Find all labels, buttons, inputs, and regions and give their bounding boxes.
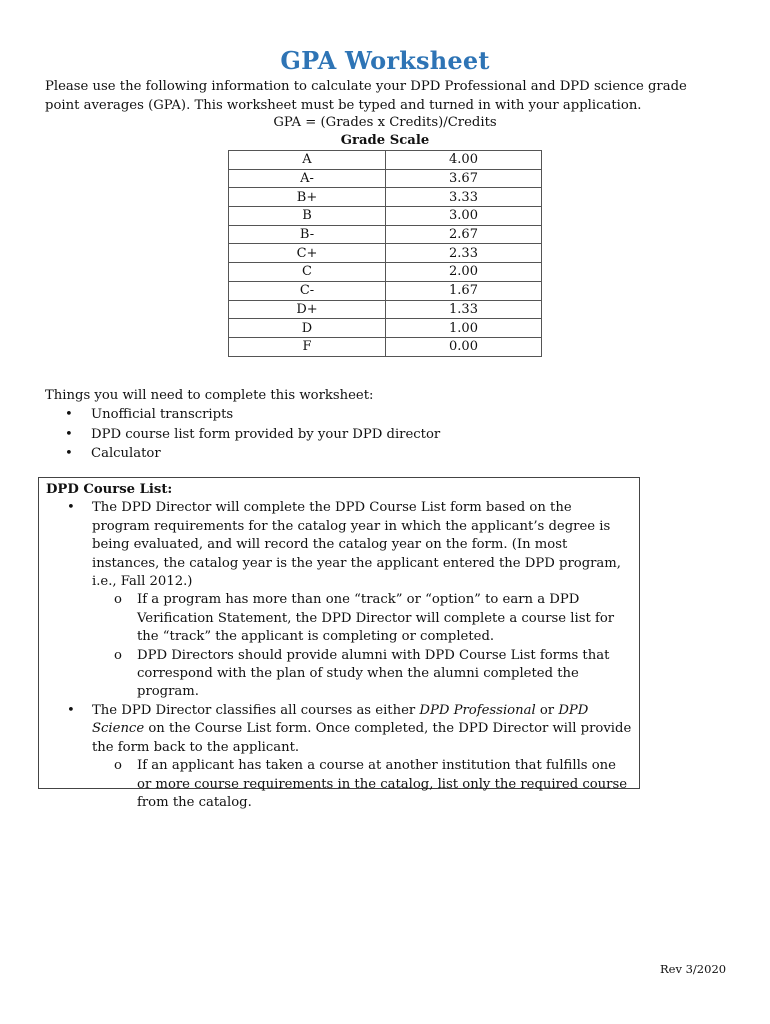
grade-scale-title: Grade Scale (340, 133, 430, 148)
things-needed-list (45, 405, 645, 463)
revision-label: Rev 3/2020 (660, 962, 727, 976)
bullet-icon: • (65, 426, 73, 442)
bullet-icon: • (65, 445, 73, 461)
course-list-heading: DPD Course List: (46, 482, 173, 497)
points-cell: 3.00 (386, 207, 542, 226)
points-cell: 0.00 (386, 337, 542, 356)
circle-bullet-icon: o (114, 592, 122, 608)
grade-cell: B- (229, 225, 386, 244)
table-row (229, 337, 542, 356)
grade-cell: B (229, 207, 386, 226)
points-cell: 1.33 (386, 300, 542, 319)
grade-cell: F (229, 337, 386, 356)
grade-cell: C (229, 263, 386, 282)
grade-scale-table (228, 150, 542, 357)
list-item: • The DPD Director classifies all courses as either DPD Professional or DPD Science on the Course List form. Once completed, the DPD Director will provide the form back to the applicant. (67, 702, 632, 755)
points-cell: 1.00 (386, 319, 542, 338)
points-cell: 3.67 (386, 169, 542, 188)
page-title: GPA Worksheet (280, 46, 490, 75)
course-list-items (46, 499, 633, 812)
bullet-icon: • (65, 407, 73, 423)
table-row (229, 169, 542, 188)
circle-bullet-icon: o (114, 647, 122, 663)
list-item: • The DPD Director will complete the DPD Course List form based on the program requirements for the catalog year in which the applicant’s degree is being evaluated, and will record the catalog year on the form. (In most instances, the catalog year is the year the applicant entered the DPD program, i.e., Fall 2012.) (67, 500, 621, 590)
points-cell: 4.00 (386, 151, 542, 170)
grade-cell: D+ (229, 300, 386, 319)
table-row (229, 207, 542, 226)
table-row (229, 188, 542, 207)
points-cell: 2.33 (386, 244, 542, 263)
grade-cell: B+ (229, 188, 386, 207)
points-cell: 2.00 (386, 263, 542, 282)
intro-paragraph: Please use the following information to calculate your DPD Professional and DPD science grade point averages (GPA). This worksheet must be typed and turned in with your application. (45, 79, 687, 113)
points-cell: 3.33 (386, 188, 542, 207)
things-needed-section (45, 386, 645, 463)
table-row (229, 225, 542, 244)
dpd-course-list-box (38, 477, 640, 810)
bullet-icon: • (67, 500, 75, 516)
points-cell: 2.67 (386, 225, 542, 244)
points-cell: 1.67 (386, 281, 542, 300)
sub-list-item: o If a program has more than one “track” or “option” to earn a DPD Verification Statement, the DPD Director will complete a course list for the “track” the applicant is completing or completed. (114, 592, 615, 645)
table-row (229, 244, 542, 263)
list-item: • DPD course list form provided by your DPD director (45, 425, 645, 444)
table-row (229, 263, 542, 282)
bullet-icon: • (67, 702, 75, 718)
grade-cell: C+ (229, 244, 386, 263)
list-item: • Unofficial transcripts (45, 405, 645, 424)
grade-cell: A (229, 151, 386, 170)
circle-bullet-icon: o (114, 758, 122, 774)
grade-cell: C- (229, 281, 386, 300)
table-row (229, 281, 542, 300)
grade-cell: D (229, 319, 386, 338)
table-row (229, 151, 542, 170)
things-needed-heading: Things you will need to complete this worksheet: (45, 388, 374, 403)
gpa-formula: GPA = (Grades x Credits)/Credits (273, 115, 497, 130)
table-row (229, 319, 542, 338)
list-item: • Calculator (45, 444, 645, 463)
table-row (229, 300, 542, 319)
grade-cell: A- (229, 169, 386, 188)
sub-list-item: o If an applicant has taken a course at another institution that fulfills one or more course requirements in the catalog, list only the required course from the catalog. (114, 758, 628, 810)
sub-list-item: o DPD Directors should provide alumni with DPD Course List forms that correspond with the plan of study when the alumni completed the program. (114, 647, 610, 700)
